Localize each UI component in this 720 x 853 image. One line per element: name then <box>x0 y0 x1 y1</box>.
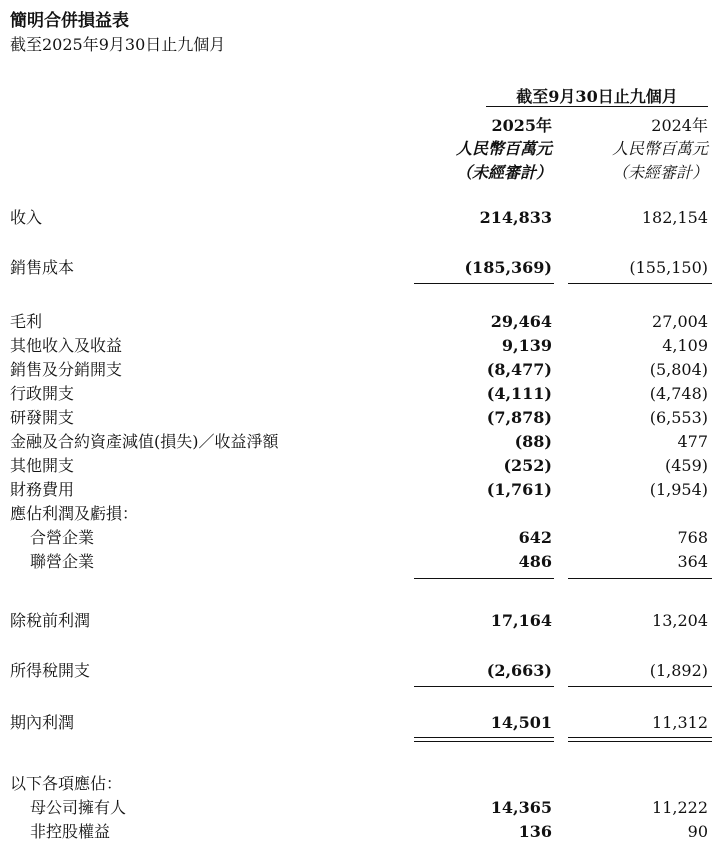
row-share-of-profits <box>0 502 720 526</box>
row-label: 研發開支 <box>10 408 75 427</box>
row-cost-of-sales <box>0 256 720 280</box>
value-2025: (252) <box>503 456 552 475</box>
row-owners-of-parent <box>0 796 720 820</box>
value-2024: 27,004 <box>652 312 708 331</box>
row-label: 其他收入及收益 <box>10 336 123 355</box>
row-label: 財務費用 <box>10 480 75 499</box>
col1-unit: 人民幣百萬元 <box>455 139 552 158</box>
row-label: 毛利 <box>10 312 43 331</box>
row-other-expenses <box>0 454 720 478</box>
value-2025: 14,365 <box>490 798 552 817</box>
total-double-rule-2024 <box>568 737 712 738</box>
subtotal-rule-2024 <box>568 578 712 579</box>
period-header: 截至9月30日止九個月 <box>516 87 678 106</box>
row-non-controlling-interests <box>0 820 720 844</box>
value-2024: (155,150) <box>629 258 708 277</box>
value-2025: (2,663) <box>486 661 552 680</box>
value-2025: (7,878) <box>486 408 552 427</box>
period-header-rule <box>486 106 708 107</box>
value-2024: 768 <box>677 528 708 547</box>
row-revenue <box>0 206 720 230</box>
value-2025: 29,464 <box>490 312 552 331</box>
row-attributable-to <box>0 772 720 796</box>
subtotal-rule-2025 <box>414 283 554 284</box>
value-2025: 14,501 <box>490 713 552 732</box>
total-double-rule-2025 <box>414 741 554 742</box>
value-2025: (88) <box>514 432 552 451</box>
col1-note: （未經審計） <box>455 163 552 182</box>
row-label: 所得稅開支 <box>10 661 91 680</box>
value-2024: 90 <box>687 822 708 841</box>
row-label: 銷售及分銷開支 <box>10 360 123 379</box>
value-2024: 11,312 <box>652 713 708 732</box>
row-label: 金融及合約資產減值(損失)／收益淨額 <box>10 432 279 451</box>
row-label: 合營企業 <box>30 528 95 547</box>
row-rd-expenses <box>0 406 720 430</box>
row-label: 其他開支 <box>10 456 75 475</box>
value-2024: (4,748) <box>649 384 708 403</box>
value-2024: 4,109 <box>662 336 708 355</box>
value-2025: 17,164 <box>490 611 552 630</box>
value-2025: (185,369) <box>464 258 552 277</box>
row-label: 期內利潤 <box>10 713 75 732</box>
value-2024: 13,204 <box>652 611 708 630</box>
value-2025: 642 <box>518 528 552 547</box>
row-impairment <box>0 430 720 454</box>
col2-unit: 人民幣百萬元 <box>611 139 708 158</box>
value-2025: 486 <box>518 552 552 571</box>
value-2024: 364 <box>677 552 708 571</box>
row-label: 除稅前利潤 <box>10 611 91 630</box>
row-label: 以下各項應佔： <box>10 774 123 793</box>
subtotal-rule-2025 <box>414 578 554 579</box>
row-label: 母公司擁有人 <box>30 798 127 817</box>
value-2025: (4,111) <box>486 384 552 403</box>
row-associates <box>0 550 720 574</box>
col2-year: 2024年 <box>651 116 708 135</box>
value-2024: (459) <box>664 456 708 475</box>
total-double-rule-2025 <box>414 737 554 738</box>
row-label: 收入 <box>10 208 43 227</box>
row-finance-costs <box>0 478 720 502</box>
row-label: 銷售成本 <box>10 258 75 277</box>
value-2024: 477 <box>677 432 708 451</box>
row-label: 行政開支 <box>10 384 75 403</box>
value-2025: (1,761) <box>486 480 552 499</box>
statement-subtitle: 截至2025年9月30日止九個月 <box>10 35 226 54</box>
row-selling-expenses <box>0 358 720 382</box>
col2-note: （未經審計） <box>611 163 708 182</box>
row-label: 聯營企業 <box>30 552 95 571</box>
total-double-rule-2024 <box>568 741 712 742</box>
subtotal-rule-2024 <box>568 686 712 687</box>
value-2025: 136 <box>518 822 552 841</box>
value-2025: 9,139 <box>501 336 552 355</box>
col1-year: 2025年 <box>491 116 552 135</box>
row-joint-ventures <box>0 526 720 550</box>
statement-title: 簡明合併損益表 <box>10 11 129 31</box>
row-other-income <box>0 334 720 358</box>
row-label: 應佔利潤及虧損： <box>10 504 139 523</box>
row-profit-for-period <box>0 711 720 735</box>
row-label: 非控股權益 <box>30 822 111 841</box>
value-2024: (1,954) <box>649 480 708 499</box>
value-2024: (5,804) <box>649 360 708 379</box>
subtotal-rule-2025 <box>414 686 554 687</box>
row-profit-before-tax <box>0 609 720 633</box>
value-2025: (8,477) <box>486 360 552 379</box>
row-admin-expenses <box>0 382 720 406</box>
subtotal-rule-2024 <box>568 283 712 284</box>
row-income-tax <box>0 659 720 683</box>
value-2025: 214,833 <box>479 208 552 227</box>
value-2024: (6,553) <box>649 408 708 427</box>
value-2024: (1,892) <box>649 661 708 680</box>
value-2024: 11,222 <box>652 798 708 817</box>
value-2024: 182,154 <box>641 208 708 227</box>
row-gross-profit <box>0 310 720 334</box>
